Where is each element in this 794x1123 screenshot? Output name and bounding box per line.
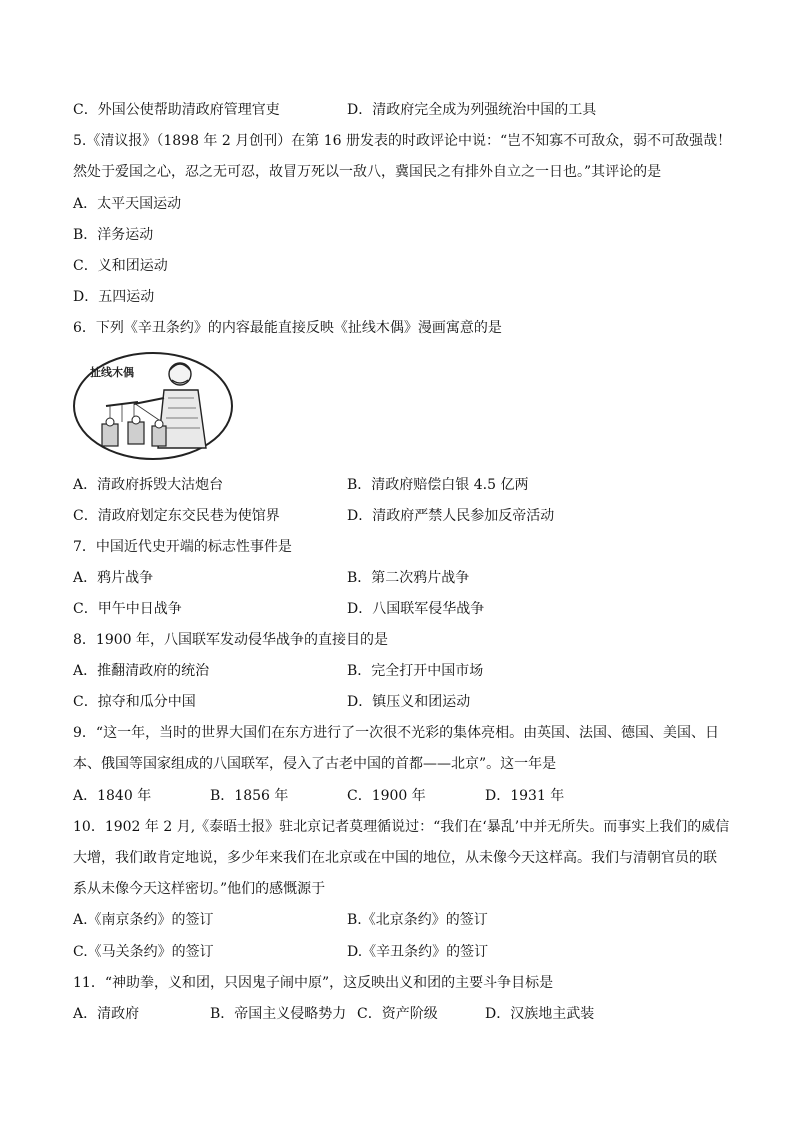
q7-option-a: A．鸦片战争 xyxy=(73,570,154,586)
q4-option-d: D．清政府完全成为列强统治中国的工具 xyxy=(347,102,597,118)
q7-option-c: C．甲午中日战争 xyxy=(73,601,182,617)
q6-option-a: A．清政府拆毁大沽炮台 xyxy=(73,477,224,493)
q11-option-b: B．帝国主义侵略势力 xyxy=(210,1006,347,1022)
q5-option-d: D．五四运动 xyxy=(73,289,155,305)
q6-option-b: B．清政府赔偿白银 4.5 亿两 xyxy=(347,477,529,493)
q9-option-d: D．1931 年 xyxy=(485,788,565,804)
q5-option-b: B．洋务运动 xyxy=(73,227,154,243)
q7-option-d: D．八国联军侵华战争 xyxy=(347,601,485,617)
puppet-cartoon-image xyxy=(72,350,234,462)
q10-stem-line2: 大增，我们敢肯定地说，多少年来我们在北京或在中国的地位，从未像今天这样高。我们与清朝官员的联 xyxy=(73,850,717,866)
q11-stem: 11．“神助拳，义和团，只因鬼子闹中原”，这反映出义和团的主要斗争目标是 xyxy=(73,975,554,991)
q8-option-a: A．推翻清政府的统治 xyxy=(73,663,210,679)
q10-option-b: B.《北京条约》的签订 xyxy=(347,912,488,928)
q5-stem-line2: 然处于爱国之心，忍之无可忍，故冒万死以一敌八，冀国民之有排外自立之一日也。”其评论的是 xyxy=(73,164,662,180)
q6-stem: 6．下列《辛丑条约》的内容最能直接反映《扯线木偶》漫画寓意的是 xyxy=(73,320,502,336)
q9-option-a: A．1840 年 xyxy=(73,788,152,804)
q11-option-a: A．清政府 xyxy=(73,1006,140,1022)
cartoon-caption: 扯线木偶 xyxy=(90,366,134,379)
q10-option-a: A.《南京条约》的签订 xyxy=(73,912,214,928)
q11-option-c: C．资产阶级 xyxy=(357,1006,438,1022)
q6-option-c: C．清政府划定东交民巷为使馆界 xyxy=(73,508,280,524)
q10-stem-line1: 10．1902 年 2 月,《泰晤士报》驻北京记者莫理循说过：“我们在‘暴乱’中并无所失。而事实上我们的威信 xyxy=(73,819,730,835)
q5-option-a: A．太平天国运动 xyxy=(73,196,182,212)
q7-option-b: B．第二次鸦片战争 xyxy=(347,570,470,586)
q4-option-c: C．外国公使帮助清政府管理官吏 xyxy=(73,102,280,118)
q8-option-d: D．镇压义和团运动 xyxy=(347,694,471,710)
q7-stem: 7．中国近代史开端的标志性事件是 xyxy=(73,539,292,555)
q9-option-c: C．1900 年 xyxy=(347,788,426,804)
q11-option-d: D．汉族地主武装 xyxy=(485,1006,595,1022)
q9-stem-line1: 9．“这一年，当时的世界大国们在东方进行了一次很不光彩的集体亮相。由英国、法国、德国、美国、日 xyxy=(73,725,720,741)
q10-option-c: C.《马关条约》的签订 xyxy=(73,944,214,960)
q10-stem-line3: 系从未像今天这样密切。”他们的感慨源于 xyxy=(73,881,326,897)
q6-option-d: D．清政府严禁人民参加反帝活动 xyxy=(347,508,555,524)
q9-option-b: B．1856 年 xyxy=(210,788,289,804)
q9-stem-line2: 本、俄国等国家组成的八国联军，侵入了古老中国的首都——北京”。这一年是 xyxy=(73,756,557,772)
q10-option-d: D.《辛丑条约》的签订 xyxy=(347,944,489,960)
q5-stem-line1: 5.《清议报》（1898 年 2 月创刊）在第 16 册发表的时政评论中说：“岂不知寡不可敌众，弱不可敌强哉！ xyxy=(73,133,732,149)
q8-option-b: B．完全打开中国市场 xyxy=(347,663,484,679)
q8-option-c: C．掠夺和瓜分中国 xyxy=(73,694,196,710)
q8-stem: 8．1900 年，八国联军发动侵华战争的直接目的是 xyxy=(73,632,388,648)
q5-option-c: C．义和团运动 xyxy=(73,258,168,274)
